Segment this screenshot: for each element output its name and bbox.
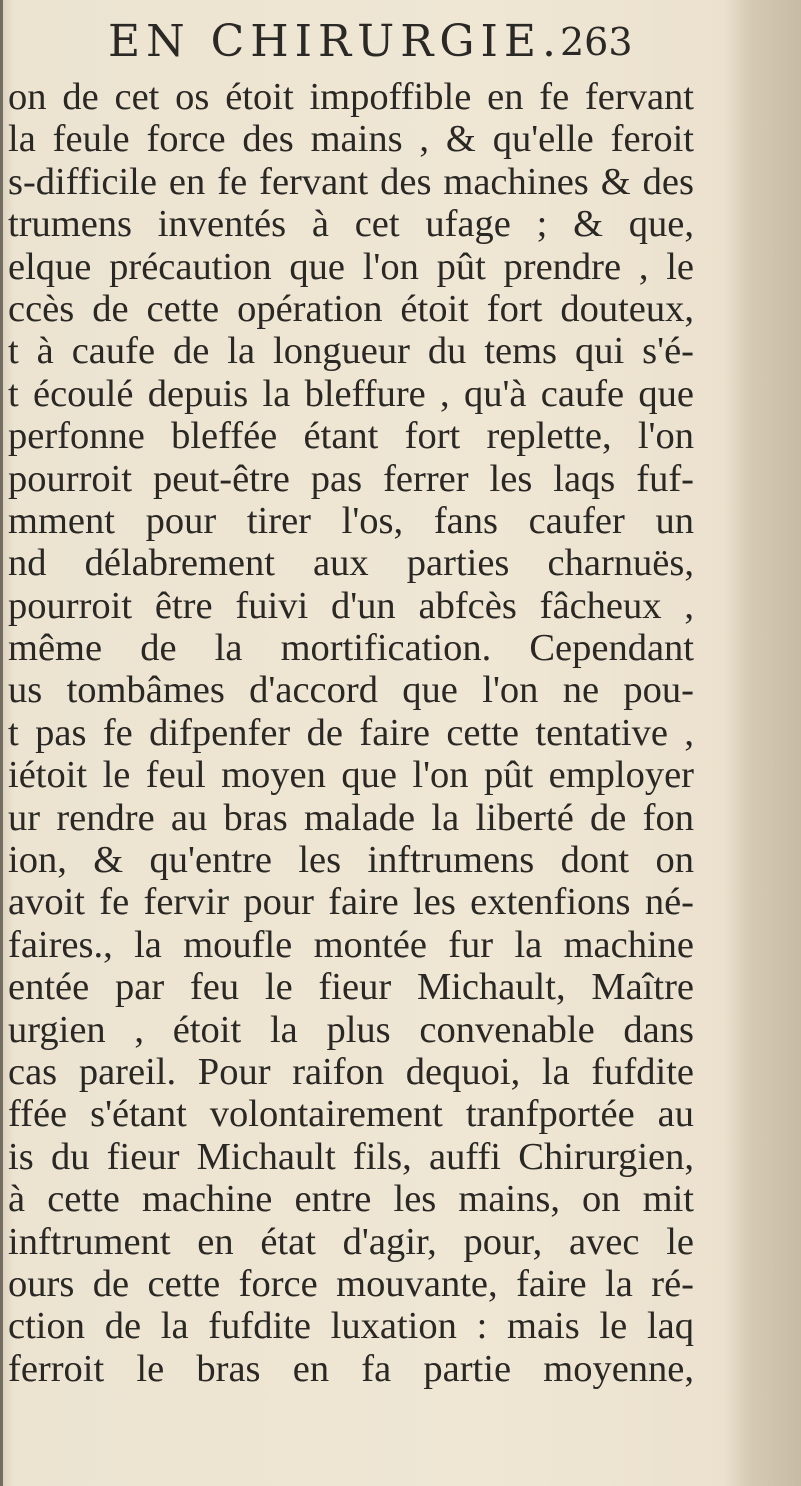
text-line: inftrument en état d'agir, pour, avec le [8,1220,694,1263]
text-line: ction de la fufdite luxation : mais le laq [8,1305,694,1348]
text-line: perfonne bleffée étant fort replette, l'on [8,415,694,458]
text-line: urgien , étoit la plus convenable dans [8,1008,694,1051]
text-line: on de cet os étoit impoffible en fe fervant [8,76,694,118]
text-line: à cette machine entre les mains, on mit [8,1178,694,1221]
text-line: us tombâmes d'accord que l'on ne pou- [8,669,694,712]
text-line: ferroit le bras en fa partie moyenne, [8,1347,694,1390]
text-line: ion, & qu'entre les inftrumens dont on [8,839,694,882]
text-line: la feule force des mains , & qu'elle feroit [8,118,694,161]
page-right-margin [723,0,801,1486]
text-line: mment pour tirer l'os, fans caufer un [8,499,694,542]
text-line: trumens inventés à cet ufage ; & que, [8,203,694,246]
text-line: t à caufe de la longueur du tems qui s'é- [8,330,694,373]
text-line: iétoit le feul moyen que l'on pût employer [8,754,694,797]
running-title: EN CHIRURGIE. [108,16,562,67]
text-line: entée par feu le fieur Michault, Maître [8,966,694,1009]
text-line: cas pareil. Pour raifon dequoi, la fufdite [8,1050,694,1093]
text-line: ffée s'étant volontairement tranfportée au [8,1093,694,1136]
text-line: t écoulé depuis la bleffure , qu'à caufe que [8,372,694,415]
text-line: pourroit être fuivi d'un abfcès fâcheux , [8,584,694,627]
text-line: ccès de cette opération étoit fort douteux, [8,287,694,330]
text-line: nd délabrement aux parties charnuës, [8,542,694,585]
body-text [0,76,694,1390]
page-number: 263 [560,20,633,64]
text-line: ur rendre au bras malade la liberté de fon [8,796,694,839]
text-line: elque précaution que l'on pût prendre , le [8,245,694,288]
text-line: ours de cette force mouvante, faire la ré- [8,1262,694,1305]
page-header [0,16,700,74]
text-line: s-difficile en fe fervant des machines & des [8,160,694,203]
text-line: faires., la moufle montée fur la machine [8,923,694,966]
text-line: même de la mortification. Cependant [8,627,694,670]
text-line: t pas fe difpenfer de faire cette tentative , [8,711,694,754]
text-line: is du fieur Michault fils, auffi Chirurgien, [8,1135,694,1178]
text-line: avoit fe fervir pour faire les extenfions né- [8,881,694,924]
text-line: pourroit peut-être pas ferrer les laqs fuf- [8,457,694,500]
